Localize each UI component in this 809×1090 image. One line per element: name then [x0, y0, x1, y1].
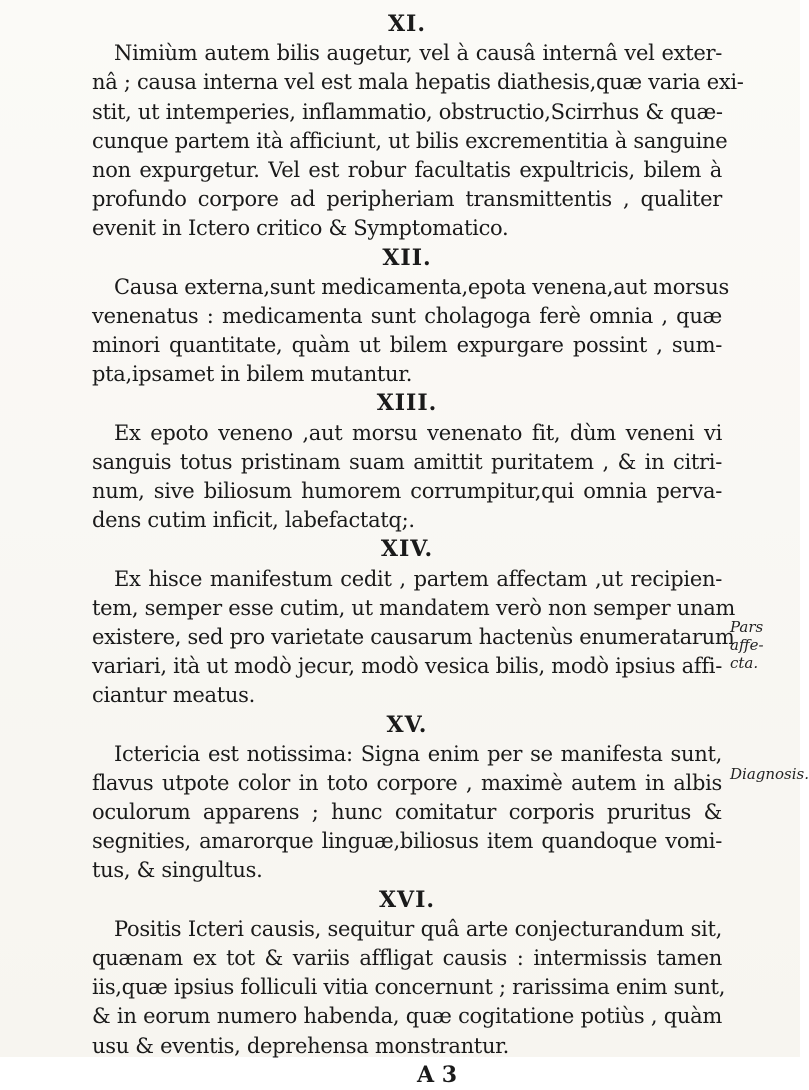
text-line: tus, & singultus.: [92, 858, 263, 883]
text-line: tem, semper esse cutim, ut mandatem verò non semper unam: [92, 595, 736, 620]
text-line: & in eorum numero habenda, quæ cogitatione potiùs , quàm: [92, 1004, 722, 1029]
section-heading-xi: XI.: [387, 11, 427, 37]
text-line: flavus utpote color in toto corpore , maximè autem in albis: [92, 770, 722, 795]
margin-note-diagnosis: Diagnosis.: [730, 765, 809, 783]
text-line: profundo corpore ad peripheriam transmittentis , qualiter: [92, 187, 722, 212]
text-line: stit, ut intemperies, inflammatio, obstructio,Scirrhus & quæ-: [92, 99, 723, 124]
text-line: minori quantitate, quàm ut bilem expurgare possint , sum-: [92, 333, 722, 358]
text-line: nâ ; causa interna vel est mala hepatis diathesis,quæ varia exi-: [92, 70, 744, 95]
section-heading-xv: XV.: [386, 711, 428, 738]
margin-note-pars-affecta: Pars affe- cta.: [730, 618, 764, 672]
text-line: venenatus : medicamenta sunt cholagoga ferè omnia , quæ: [92, 303, 722, 328]
text-line: oculorum apparens ; hunc comitatur corporis pruritus &: [92, 800, 722, 825]
text-line: segnities, amarorque linguæ,biliosus item quandoque vomi-: [92, 829, 722, 854]
text-line: pta,ipsamet in bilem mutantur.: [92, 362, 413, 387]
text-line: cunque partem ità afficiunt, ut bilis excrementitia à sanguine: [92, 128, 728, 153]
text-line: Ex epoto veneno ,aut morsu venenato fit, dùm veneni vi: [114, 420, 722, 445]
text-line: Ex hisce manifestum cedit , partem affectam ,ut recipien-: [114, 566, 722, 591]
text-line: Causa externa,sunt medicamenta,epota venena,aut morsus: [114, 274, 729, 299]
section-heading-xii: XII.: [382, 244, 432, 271]
section-heading-xiii: XIII.: [376, 390, 438, 417]
text-line: Ictericia est notissima: Signa enim per se manifesta sunt,: [114, 741, 722, 766]
text-line: usu & eventis, deprehensa monstrantur.: [92, 1033, 509, 1058]
text-line: Positis Icteri causis, sequitur quâ arte conjecturandum sit,: [114, 916, 722, 941]
section-heading-xiv: XIV.: [380, 536, 434, 563]
text-line: quænam ex tot & variis affligat causis : intermissis tamen: [92, 946, 722, 970]
text-line: dens cutim inficit, labefactatq;.: [92, 508, 415, 533]
text-line: evenit in Ictero critico & Symptomatico.: [92, 216, 509, 241]
text-line: variari, ità ut modò jecur, modò vesica bilis, modò ipsius affi-: [92, 654, 722, 679]
text-line: non expurgetur. Vel est robur facultatis expultricis, bilem à: [92, 157, 722, 182]
signature-mark: A 3: [416, 1061, 458, 1088]
text-body: [92, 10, 744, 1090]
text-line: iis,quæ ipsius folliculi vitia concernunt ; rarissima enim sunt,: [92, 975, 726, 1000]
text-line: num, sive biliosum humorem corrumpitur,qui omnia perva-: [92, 479, 722, 503]
text-line: existere, sed pro varietate causarum hactenùs enumeratarum: [92, 624, 735, 649]
text-line: sanguis totus pristinam suam amittit puritatem , & in citri-: [92, 449, 722, 474]
text-line: ciantur meatus.: [92, 683, 255, 708]
section-heading-xvi: XVI.: [378, 886, 436, 913]
text-line: Nimiùm autem bilis augetur, vel à causâ internâ vel exter-: [114, 41, 722, 66]
